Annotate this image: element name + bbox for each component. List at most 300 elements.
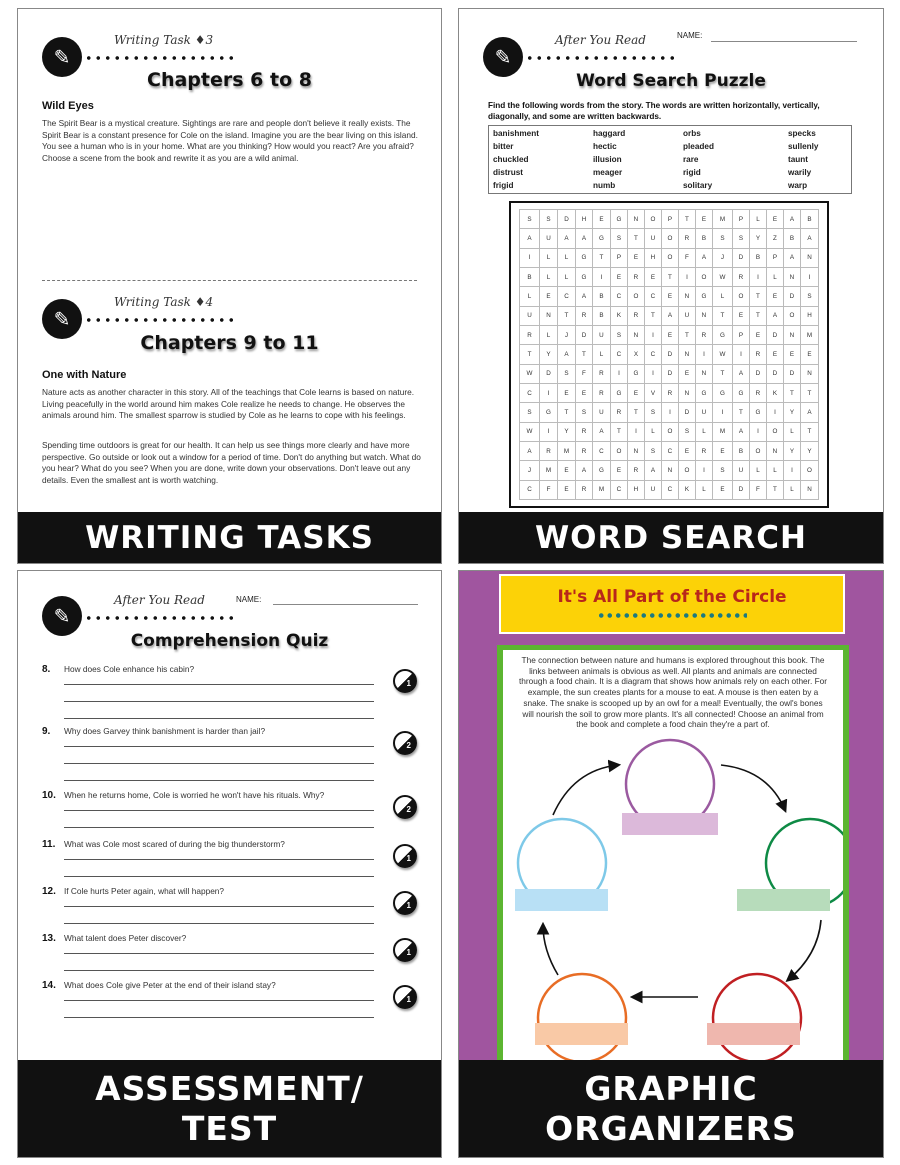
grid-letter[interactable]: B <box>592 287 610 306</box>
grid-letter[interactable]: D <box>557 210 575 229</box>
grid-letter[interactable]: D <box>575 325 592 344</box>
grid-letter[interactable]: D <box>732 480 749 499</box>
grid-letter[interactable]: P <box>732 210 749 229</box>
grid-letter[interactable]: N <box>766 441 783 460</box>
grid-letter[interactable]: N <box>678 345 695 364</box>
grid-letter[interactable]: K <box>678 480 695 499</box>
grid-letter[interactable]: N <box>661 461 678 480</box>
grid-letter[interactable]: I <box>749 267 766 286</box>
grid-letter[interactable]: N <box>540 306 558 325</box>
grid-letter[interactable]: C <box>557 287 575 306</box>
grid-letter[interactable]: R <box>695 325 712 344</box>
grid-letter[interactable]: I <box>712 403 732 422</box>
grid-letter[interactable]: M <box>712 422 732 441</box>
grid-letter[interactable]: T <box>627 229 644 248</box>
grid-letter[interactable]: R <box>695 441 712 460</box>
grid-letter[interactable]: Y <box>557 422 575 441</box>
grid-letter[interactable]: E <box>627 248 644 267</box>
grid-letter[interactable]: A <box>557 345 575 364</box>
grid-letter[interactable]: O <box>695 267 712 286</box>
grid-letter[interactable]: I <box>766 403 783 422</box>
grid-letter[interactable]: O <box>749 441 766 460</box>
grid-letter[interactable]: U <box>644 480 661 499</box>
grid-letter[interactable]: W <box>520 422 540 441</box>
grid-letter[interactable]: S <box>712 229 732 248</box>
grid-letter[interactable]: L <box>783 480 800 499</box>
word-list-item: rare <box>683 155 699 164</box>
grid-letter[interactable]: C <box>661 441 678 460</box>
answer-line[interactable] <box>64 701 374 702</box>
grid-letter[interactable]: D <box>783 287 800 306</box>
answer-box-bottom-right[interactable] <box>707 1023 800 1045</box>
grid-letter[interactable]: L <box>749 210 766 229</box>
grid-letter[interactable]: S <box>644 441 661 460</box>
grid-letter[interactable]: O <box>661 229 678 248</box>
grid-letter[interactable]: L <box>712 287 732 306</box>
grid-letter[interactable]: N <box>783 325 800 344</box>
grid-letter[interactable]: C <box>644 287 661 306</box>
grid-letter[interactable]: D <box>678 403 695 422</box>
grid-letter[interactable]: T <box>557 403 575 422</box>
grid-letter[interactable]: N <box>783 267 800 286</box>
grid-letter[interactable]: F <box>749 480 766 499</box>
grid-letter[interactable]: T <box>800 383 818 402</box>
grid-letter[interactable]: F <box>575 364 592 383</box>
word-list-item: warily <box>788 168 812 177</box>
grid-letter[interactable]: S <box>712 461 732 480</box>
grid-letter[interactable]: G <box>592 461 610 480</box>
grid-letter[interactable]: O <box>610 441 627 460</box>
grid-letter[interactable]: S <box>610 229 627 248</box>
grid-letter[interactable]: J <box>520 461 540 480</box>
answer-line[interactable] <box>64 953 374 954</box>
question-text: What does Cole give Peter at the end of their island stay? <box>64 980 276 990</box>
instructions: Find the following words from the story. The words are written horizontally, vertically, diagonally, and some are written backwards. <box>488 101 820 121</box>
grid-letter[interactable]: R <box>678 229 695 248</box>
grid-letter[interactable]: T <box>766 480 783 499</box>
grid-letter[interactable]: O <box>661 248 678 267</box>
grid-letter[interactable]: T <box>661 267 678 286</box>
grid-letter[interactable]: L <box>540 325 558 344</box>
grid-letter[interactable]: A <box>783 248 800 267</box>
grid-letter[interactable]: G <box>610 383 627 402</box>
grid-letter[interactable]: W <box>520 364 540 383</box>
grid-letter[interactable]: G <box>592 229 610 248</box>
grid-letter[interactable]: C <box>661 480 678 499</box>
grid-letter[interactable]: O <box>800 461 818 480</box>
grid-letter[interactable]: E <box>678 364 695 383</box>
grid-letter[interactable]: T <box>627 403 644 422</box>
grid-letter[interactable]: U <box>695 403 712 422</box>
grid-letter[interactable]: I <box>540 422 558 441</box>
dots-divider <box>84 318 234 322</box>
grid-letter[interactable]: G <box>610 210 627 229</box>
grid-letter[interactable]: O <box>627 287 644 306</box>
grid-letter[interactable]: K <box>610 306 627 325</box>
grid-letter[interactable]: T <box>678 325 695 344</box>
grid-letter[interactable]: D <box>766 325 783 344</box>
grid-letter[interactable]: R <box>627 267 644 286</box>
grid-letter[interactable]: G <box>695 383 712 402</box>
grid-letter[interactable]: G <box>540 403 558 422</box>
grid-letter[interactable]: Y <box>540 345 558 364</box>
grid-letter[interactable]: I <box>695 461 712 480</box>
grid-row <box>520 210 819 229</box>
grid-letter[interactable]: R <box>732 267 749 286</box>
grid-letter[interactable]: P <box>610 248 627 267</box>
answer-box-bottom-left[interactable] <box>535 1023 628 1045</box>
grid-letter[interactable]: L <box>695 480 712 499</box>
grid-letter[interactable]: A <box>766 306 783 325</box>
grid-letter[interactable]: T <box>644 306 661 325</box>
answer-box-right[interactable] <box>737 889 830 911</box>
grid-letter[interactable]: E <box>610 461 627 480</box>
grid-letter[interactable]: N <box>627 325 644 344</box>
grid-letter[interactable]: R <box>540 441 558 460</box>
grid-letter[interactable]: S <box>575 403 592 422</box>
answer-box-top[interactable] <box>622 813 718 835</box>
answer-box-left[interactable] <box>515 889 608 911</box>
grid-letter[interactable]: E <box>766 210 783 229</box>
grid-letter[interactable]: S <box>732 229 749 248</box>
grid-letter[interactable]: B <box>749 248 766 267</box>
grid-letter[interactable]: O <box>783 306 800 325</box>
grid-letter[interactable]: G <box>712 325 732 344</box>
grid-letter[interactable]: G <box>575 248 592 267</box>
grid-letter[interactable]: A <box>520 441 540 460</box>
grid-letter[interactable]: L <box>557 267 575 286</box>
grid-letter[interactable]: E <box>661 325 678 344</box>
answer-line[interactable] <box>64 923 374 924</box>
grid-letter[interactable]: Y <box>783 441 800 460</box>
grid-letter[interactable]: A <box>800 229 818 248</box>
grid-letter[interactable]: Y <box>800 441 818 460</box>
grid-letter[interactable]: H <box>800 306 818 325</box>
grid-letter[interactable]: E <box>766 345 783 364</box>
grid-letter[interactable]: C <box>520 383 540 402</box>
grid-letter[interactable]: C <box>610 480 627 499</box>
grid-letter[interactable]: L <box>540 267 558 286</box>
grid-letter[interactable]: T <box>678 210 695 229</box>
grid-row <box>520 267 819 286</box>
grid-letter[interactable]: D <box>766 364 783 383</box>
grid-letter[interactable]: N <box>695 364 712 383</box>
grid-letter[interactable]: R <box>575 441 592 460</box>
grid-letter[interactable]: L <box>766 461 783 480</box>
grid-letter[interactable]: G <box>575 267 592 286</box>
section-label: WORD SEARCH <box>459 512 883 563</box>
grid-letter[interactable]: A <box>644 461 661 480</box>
grid-letter[interactable]: B <box>800 210 818 229</box>
grid-letter[interactable]: U <box>592 325 610 344</box>
grid-letter[interactable]: T <box>783 383 800 402</box>
grid-letter[interactable]: E <box>678 441 695 460</box>
grid-letter[interactable]: K <box>766 383 783 402</box>
grid-letter[interactable]: L <box>557 248 575 267</box>
grid-letter[interactable]: D <box>749 364 766 383</box>
grid-letter[interactable]: I <box>732 345 749 364</box>
grid-letter[interactable]: E <box>610 267 627 286</box>
grid-letter[interactable]: G <box>695 287 712 306</box>
grid-letter[interactable]: E <box>732 306 749 325</box>
grid-letter[interactable]: A <box>695 248 712 267</box>
grid-letter[interactable]: I <box>592 267 610 286</box>
name-field[interactable] <box>273 604 418 605</box>
grid-letter[interactable]: D <box>661 345 678 364</box>
grid-letter[interactable]: R <box>610 403 627 422</box>
grid-letter[interactable]: I <box>783 461 800 480</box>
grid-letter[interactable]: I <box>800 267 818 286</box>
grid-letter[interactable]: T <box>800 422 818 441</box>
grid-letter[interactable]: O <box>661 422 678 441</box>
grid-letter[interactable]: R <box>575 306 592 325</box>
grid-letter[interactable]: N <box>627 441 644 460</box>
answer-line[interactable] <box>64 827 374 828</box>
question-number: 14. <box>42 980 56 991</box>
grid-letter[interactable]: C <box>592 441 610 460</box>
grid-letter[interactable]: D <box>732 248 749 267</box>
grid-letter[interactable]: C <box>520 480 540 499</box>
answer-line[interactable] <box>64 876 374 877</box>
grid-letter[interactable]: M <box>712 210 732 229</box>
grid-letter[interactable]: R <box>749 345 766 364</box>
grid-letter[interactable]: U <box>592 403 610 422</box>
grid-letter[interactable]: T <box>749 287 766 306</box>
grid-letter[interactable]: W <box>712 267 732 286</box>
grid-letter[interactable]: L <box>520 287 540 306</box>
grid-letter[interactable]: E <box>695 210 712 229</box>
grid-letter[interactable]: T <box>749 306 766 325</box>
grid-letter[interactable]: L <box>783 422 800 441</box>
grid-letter[interactable]: W <box>712 345 732 364</box>
grid-letter[interactable]: A <box>783 210 800 229</box>
grid-letter[interactable]: I <box>627 422 644 441</box>
grid-letter[interactable]: F <box>678 248 695 267</box>
grid-letter[interactable]: G <box>749 403 766 422</box>
grid-letter[interactable]: T <box>712 364 732 383</box>
grid-letter[interactable]: R <box>627 306 644 325</box>
grid-letter[interactable]: T <box>520 345 540 364</box>
answer-line[interactable] <box>64 763 374 764</box>
grid-letter[interactable]: E <box>800 345 818 364</box>
grid-letter[interactable]: A <box>732 422 749 441</box>
grid-letter[interactable]: B <box>695 229 712 248</box>
grid-letter[interactable]: E <box>712 441 732 460</box>
grid-letter[interactable]: F <box>540 480 558 499</box>
answer-line[interactable] <box>64 718 374 719</box>
grid-letter[interactable]: X <box>627 345 644 364</box>
grid-letter[interactable]: A <box>661 306 678 325</box>
grid-letter[interactable]: M <box>592 480 610 499</box>
grid-letter[interactable]: I <box>644 364 661 383</box>
grid-letter[interactable]: U <box>520 306 540 325</box>
grid-letter[interactable]: A <box>592 422 610 441</box>
grid-letter[interactable]: B <box>783 229 800 248</box>
grid-letter[interactable]: J <box>712 248 732 267</box>
grid-letter[interactable]: E <box>557 461 575 480</box>
grid-letter[interactable]: G <box>627 364 644 383</box>
grid-letter[interactable]: O <box>678 461 695 480</box>
grid-letter[interactable]: E <box>557 383 575 402</box>
grid-letter[interactable]: B <box>520 267 540 286</box>
word-list-item: distrust <box>493 168 524 177</box>
grid-letter[interactable]: D <box>783 364 800 383</box>
grid-row <box>520 325 819 344</box>
grid-letter[interactable]: T <box>610 422 627 441</box>
grid-letter[interactable]: P <box>766 248 783 267</box>
grid-letter[interactable]: S <box>520 403 540 422</box>
grid-letter[interactable]: I <box>678 267 695 286</box>
answer-line[interactable] <box>64 684 374 685</box>
grid-letter[interactable]: A <box>575 287 592 306</box>
word-list-item: banishment <box>493 129 539 138</box>
grid-letter[interactable]: N <box>800 248 818 267</box>
grid-letter[interactable]: Y <box>749 229 766 248</box>
grid-letter[interactable]: I <box>610 364 627 383</box>
grid-letter[interactable]: V <box>644 383 661 402</box>
grid-letter[interactable]: L <box>766 267 783 286</box>
grid-letter[interactable]: R <box>575 480 592 499</box>
grid-letter[interactable]: O <box>732 287 749 306</box>
dots-divider <box>525 56 675 60</box>
word-list-item: chuckled <box>493 155 529 164</box>
answer-line[interactable] <box>64 906 374 907</box>
grid-letter[interactable]: R <box>575 422 592 441</box>
grid-letter[interactable]: E <box>592 210 610 229</box>
grid-letter[interactable]: P <box>732 325 749 344</box>
grid-letter[interactable]: E <box>661 287 678 306</box>
grid-letter[interactable]: A <box>557 229 575 248</box>
grid-letter[interactable]: O <box>766 422 783 441</box>
grid-letter[interactable]: C <box>644 345 661 364</box>
grid-letter[interactable]: A <box>520 229 540 248</box>
grid-letter[interactable]: O <box>644 210 661 229</box>
answer-line[interactable] <box>64 1017 374 1018</box>
points-badge: 1 <box>393 844 417 868</box>
grid-letter[interactable]: H <box>644 248 661 267</box>
grid-letter[interactable]: M <box>540 461 558 480</box>
grid-letter[interactable]: N <box>678 383 695 402</box>
grid-letter[interactable]: L <box>695 422 712 441</box>
grid-letter[interactable]: R <box>627 461 644 480</box>
grid-letter[interactable]: I <box>749 422 766 441</box>
grid-letter[interactable]: T <box>732 403 749 422</box>
grid-letter[interactable]: N <box>695 306 712 325</box>
grid-letter[interactable]: C <box>610 287 627 306</box>
grid-letter[interactable]: R <box>749 383 766 402</box>
label-line: ORGANIZERS <box>545 1108 797 1148</box>
grid-letter[interactable]: U <box>540 229 558 248</box>
grid-letter[interactable]: B <box>592 306 610 325</box>
grid-letter[interactable]: I <box>540 383 558 402</box>
grid-letter[interactable]: E <box>712 480 732 499</box>
grid-letter[interactable]: E <box>749 325 766 344</box>
grid-letter[interactable]: D <box>661 364 678 383</box>
grid-letter[interactable]: A <box>732 364 749 383</box>
grid-letter[interactable]: T <box>575 345 592 364</box>
grid-letter[interactable]: G <box>732 383 749 402</box>
answer-line[interactable] <box>64 746 374 747</box>
grid-letter[interactable]: T <box>557 306 575 325</box>
grid-letter[interactable]: I <box>661 403 678 422</box>
grid-letter[interactable]: S <box>520 210 540 229</box>
grid-letter[interactable]: P <box>661 210 678 229</box>
grid-letter[interactable]: A <box>575 461 592 480</box>
grid-letter[interactable]: S <box>540 210 558 229</box>
grid-letter[interactable]: Z <box>766 229 783 248</box>
grid-letter[interactable]: H <box>575 210 592 229</box>
grid-letter[interactable]: L <box>749 461 766 480</box>
grid-letter[interactable]: C <box>610 345 627 364</box>
grid-letter[interactable]: N <box>800 364 818 383</box>
grid-letter[interactable]: E <box>627 383 644 402</box>
dots-divider <box>84 56 234 60</box>
grid-letter[interactable]: S <box>644 403 661 422</box>
grid-letter[interactable]: R <box>592 364 610 383</box>
page-title: Word Search Puzzle <box>576 71 766 91</box>
name-field[interactable] <box>711 41 857 42</box>
grid-letter[interactable]: I <box>695 345 712 364</box>
grid-letter[interactable]: U <box>644 229 661 248</box>
grid-letter[interactable]: L <box>644 422 661 441</box>
grid-letter[interactable]: E <box>557 480 575 499</box>
grid-letter[interactable]: E <box>575 383 592 402</box>
grid-letter[interactable]: T <box>592 248 610 267</box>
answer-line[interactable] <box>64 970 374 971</box>
grid-letter[interactable]: R <box>520 325 540 344</box>
answer-line[interactable] <box>64 1000 374 1001</box>
grid-letter[interactable]: A <box>575 229 592 248</box>
grid-letter[interactable]: M <box>800 325 818 344</box>
grid-letter[interactable]: N <box>627 210 644 229</box>
grid-letter[interactable]: T <box>712 306 732 325</box>
grid-letter[interactable]: E <box>644 267 661 286</box>
content-box <box>497 645 849 1065</box>
grid-letter[interactable]: N <box>678 287 695 306</box>
grid-letter[interactable]: R <box>592 383 610 402</box>
grid-letter[interactable]: S <box>678 422 695 441</box>
grid-letter[interactable]: U <box>678 306 695 325</box>
grid-letter[interactable]: Y <box>783 403 800 422</box>
answer-line[interactable] <box>64 810 374 811</box>
grid-letter[interactable]: G <box>712 383 732 402</box>
grid-letter[interactable]: I <box>644 325 661 344</box>
grid-letter[interactable]: H <box>627 480 644 499</box>
grid-letter[interactable]: S <box>557 364 575 383</box>
grid-letter[interactable]: B <box>732 441 749 460</box>
grid-letter[interactable]: L <box>540 248 558 267</box>
grid-letter[interactable]: I <box>520 248 540 267</box>
answer-line[interactable] <box>64 780 374 781</box>
answer-line[interactable] <box>64 859 374 860</box>
grid-letter[interactable]: J <box>557 325 575 344</box>
grid-letter[interactable]: M <box>557 441 575 460</box>
points-badge: 1 <box>393 669 417 693</box>
food-chain-diagram <box>503 735 843 1065</box>
grid-letter[interactable]: D <box>540 364 558 383</box>
grid-letter[interactable]: N <box>800 480 818 499</box>
grid-letter[interactable]: E <box>783 345 800 364</box>
grid-letter[interactable]: A <box>800 403 818 422</box>
grid-letter[interactable]: L <box>592 345 610 364</box>
grid-letter[interactable]: R <box>661 383 678 402</box>
grid-letter[interactable]: E <box>766 287 783 306</box>
grid-letter[interactable]: U <box>732 461 749 480</box>
grid-letter[interactable]: S <box>610 325 627 344</box>
grid-row <box>520 383 819 402</box>
grid-letter[interactable]: S <box>800 287 818 306</box>
grid-letter[interactable]: E <box>540 287 558 306</box>
